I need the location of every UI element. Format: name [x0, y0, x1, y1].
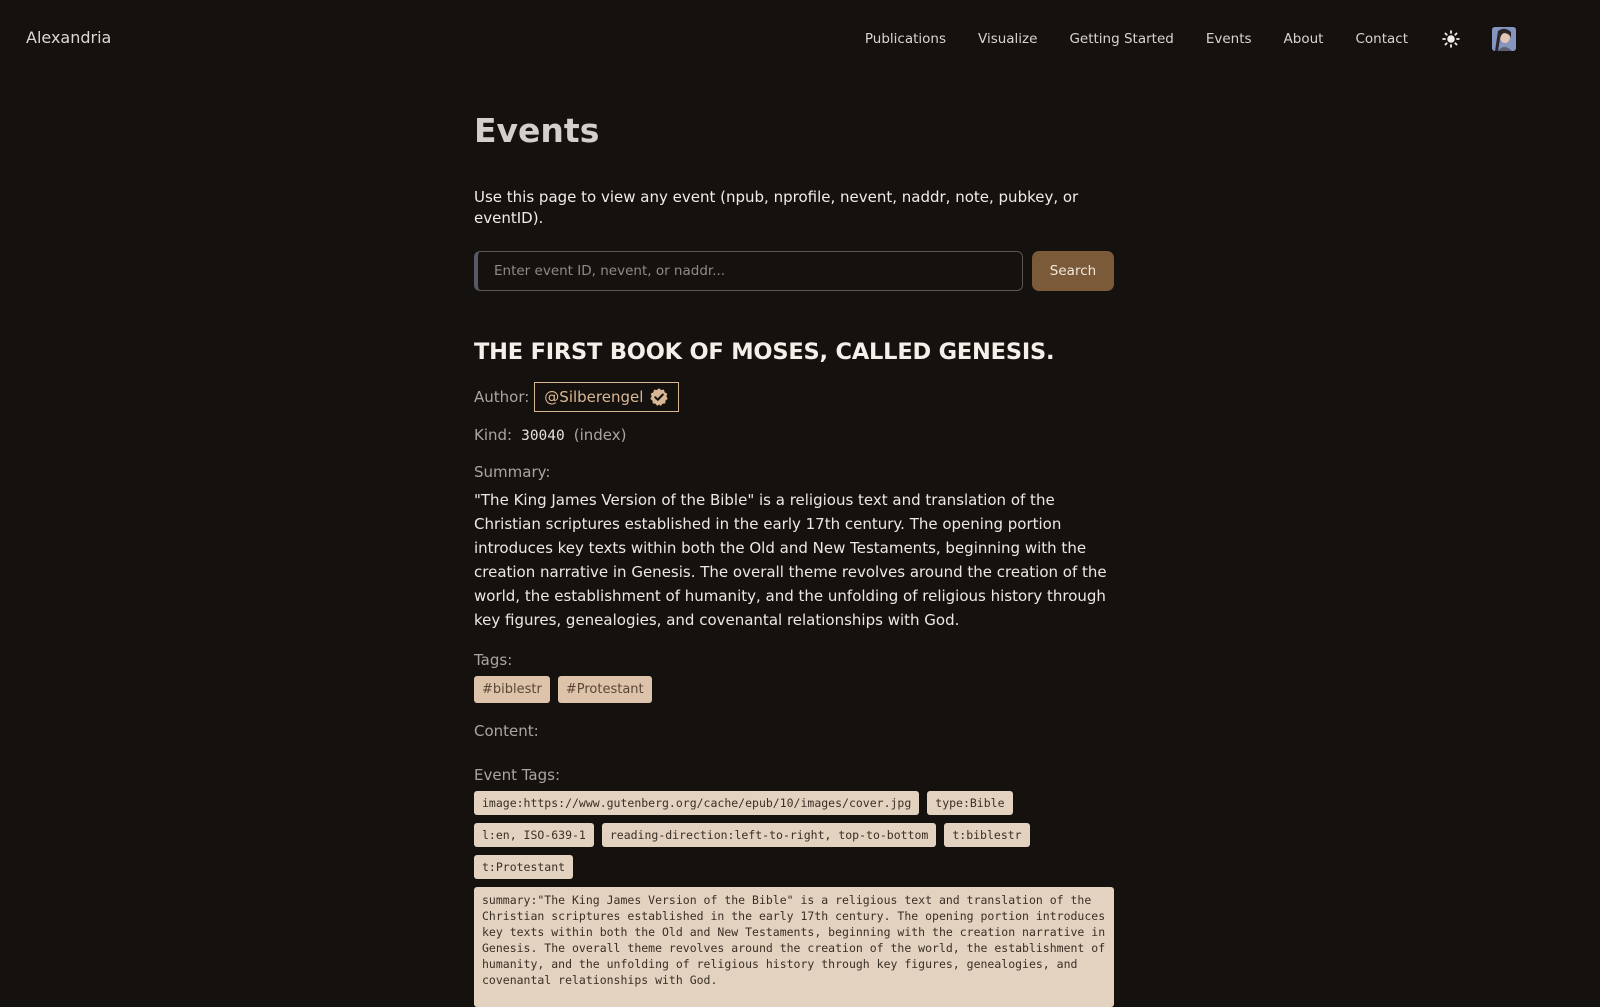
nav-link-getting-started[interactable]: Getting Started: [1069, 31, 1174, 47]
author-label: Author:: [474, 387, 530, 406]
nav-link-visualize[interactable]: Visualize: [978, 31, 1038, 47]
tag-protestant[interactable]: #Protestant: [558, 676, 652, 703]
sun-icon[interactable]: [1440, 28, 1462, 50]
brand-logo[interactable]: Alexandria: [26, 28, 112, 47]
event-tag-list: [474, 791, 1114, 887]
page-title: Events: [474, 111, 600, 150]
tag-biblestr[interactable]: #biblestr: [474, 676, 550, 703]
nav-links: [865, 24, 1600, 54]
event-tag-reading-direction: reading-direction:left-to-right, top-to-bottom: [602, 823, 937, 847]
page-intro: Use this page to view any event (npub, nprofile, nevent, naddr, note, pubkey, or eventID).: [474, 187, 1079, 227]
summary-text: "The King James Version of the Bible" is a religious text and translation of the Christian scriptures established in the early 17th century. The opening portion introduces key texts within both the Old and New Testaments, beginning with the creation narrative in Genesis. The overall theme revolves around the creation of the world, the establishment of humanity, and the unfolding of religious history through key figures, genealogies, and covenantal relationships with God.: [474, 490, 1107, 629]
author-name: @Silberengel: [544, 387, 644, 406]
nav-link-contact[interactable]: Contact: [1355, 31, 1408, 47]
event-tag-summary: summary:"The King James Version of the Bible" is a religious text and translation of the Christian scriptures established in the early 17th century. The opening portion introduces key texts within both the Old and New Testaments, beginning with the creation narrative in Genesis. The overall theme revolves around the creation of the world, the establishment of humanity, and the unfolding of religious history through key figures, genealogies, and covenantal relationships with God.: [474, 887, 1114, 1007]
tags-label: Tags:: [474, 650, 513, 669]
kind-label: Kind:: [474, 425, 513, 444]
nav-link-events[interactable]: Events: [1205, 31, 1252, 47]
kind-value: 30040: [521, 427, 565, 444]
event-tag-type: type:Bible: [927, 791, 1012, 815]
event-tag-language: l:en, ISO-639-1: [474, 823, 594, 847]
kind-description: (index): [573, 425, 627, 444]
avatar[interactable]: [1492, 27, 1516, 51]
search-button[interactable]: Search: [1032, 251, 1114, 291]
tag-list: [474, 676, 1114, 703]
main-content: [474, 110, 1114, 1007]
nav-link-publications[interactable]: Publications: [864, 31, 946, 47]
summary-label: Summary:: [474, 462, 551, 481]
content-label: Content:: [474, 721, 539, 740]
event-tag-image: image:https://www.gutenberg.org/cache/epub/10/images/cover.jpg: [474, 791, 919, 815]
top-navbar: [0, 0, 1600, 78]
search-input[interactable]: [474, 251, 1023, 291]
event-tag-t-protestant: t:Protestant: [474, 855, 573, 879]
search-bar: [474, 251, 1114, 291]
event-title: THE FIRST BOOK OF MOSES, CALLED GENESIS.: [474, 338, 1055, 365]
verified-badge-icon: [649, 387, 669, 407]
author-link[interactable]: [534, 382, 679, 412]
event-tag-t-biblestr: t:biblestr: [944, 823, 1029, 847]
nav-link-about[interactable]: About: [1283, 31, 1324, 47]
event-tags-label: Event Tags:: [474, 765, 561, 784]
author-row: [474, 382, 1114, 412]
kind-row: [474, 426, 1114, 444]
